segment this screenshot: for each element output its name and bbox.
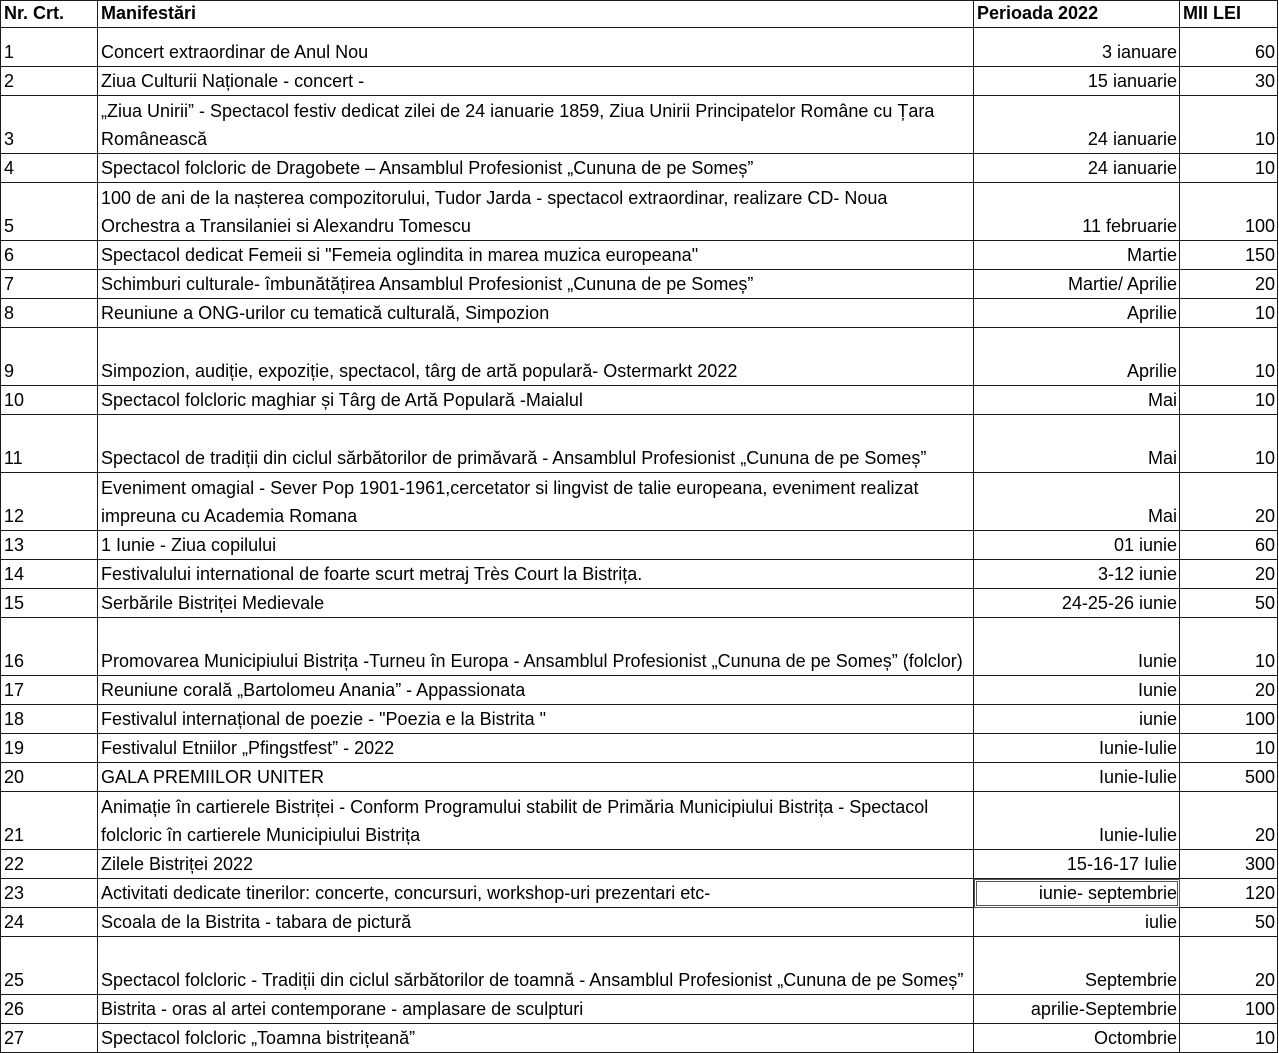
cell-perioada[interactable]: 15-16-17 Iulie [974, 850, 1180, 879]
cell-valoare[interactable]: 50 [1180, 908, 1278, 937]
cell-perioada[interactable]: 11 februarie [974, 183, 1180, 241]
cell-valoare[interactable]: 10 [1180, 1024, 1278, 1053]
table-row [1, 560, 1278, 589]
cell-nr[interactable]: 23 [1, 879, 98, 908]
cell-manifestare[interactable]: Zilele Bistriței 2022 [98, 850, 974, 879]
table-row [1, 28, 1278, 67]
cell-perioada[interactable]: Iunie-Iulie [974, 792, 1180, 850]
cell-nr[interactable]: 8 [1, 299, 98, 328]
cell-perioada[interactable]: 24-25-26 iunie [974, 589, 1180, 618]
cell-manifestare[interactable]: Concert extraordinar de Anul Nou [98, 28, 974, 67]
cell-manifestare[interactable]: Promovarea Municipiului Bistrița -Turneu în Europa - Ansamblul Profesionist „Cununa de pe Someș” (folclor) [98, 618, 974, 676]
cell-perioada[interactable]: Septembrie [974, 937, 1180, 995]
table-row [1, 67, 1278, 96]
cell-nr[interactable]: 25 [1, 937, 98, 995]
cell-manifestare[interactable]: Bistrita - oras al artei contemporane - amplasare de sculpturi [98, 995, 974, 1024]
cell-perioada[interactable]: Iunie [974, 618, 1180, 676]
table-row [1, 1024, 1278, 1053]
cell-manifestare[interactable]: 1 Iunie - Ziua copilului [98, 531, 974, 560]
cell-valoare[interactable]: 20 [1180, 270, 1278, 299]
table-row [1, 676, 1278, 705]
cell-valoare[interactable]: 20 [1180, 560, 1278, 589]
header-perioada[interactable]: Perioada 2022 [974, 1, 1180, 28]
cell-valoare[interactable]: 10 [1180, 154, 1278, 183]
cell-perioada[interactable]: Aprilie [974, 299, 1180, 328]
cell-manifestare[interactable]: Activitati dedicate tinerilor: concerte, concursuri, workshop-uri prezentari etc- [98, 879, 974, 908]
cell-perioada[interactable]: iunie- septembrie [974, 879, 1180, 908]
cell-perioada[interactable]: Mai [974, 473, 1180, 531]
cell-valoare[interactable]: 50 [1180, 589, 1278, 618]
cell-valoare[interactable]: 10 [1180, 386, 1278, 415]
cell-manifestare[interactable]: Reuniune a ONG-urilor cu tematică culturală, Simpozion [98, 299, 974, 328]
cell-nr[interactable]: 18 [1, 705, 98, 734]
cell-valoare[interactable]: 10 [1180, 415, 1278, 473]
cell-manifestare[interactable]: Spectacol folcloric - Tradiții din ciclul sărbătorilor de toamnă - Ansamblul Profesionist „Cununa de pe Someș” [98, 937, 974, 995]
cell-perioada[interactable]: 3 ianuare [974, 28, 1180, 67]
cell-manifestare[interactable]: Spectacol de tradiții din ciclul sărbătorilor de primăvară - Ansamblul Profesionist „Cununa de pe Someș” [98, 415, 974, 473]
cell-nr[interactable]: 12 [1, 473, 98, 531]
cell-valoare[interactable]: 150 [1180, 241, 1278, 270]
cell-nr[interactable]: 21 [1, 792, 98, 850]
cell-valoare[interactable]: 30 [1180, 67, 1278, 96]
cell-nr[interactable]: 13 [1, 531, 98, 560]
cell-nr[interactable]: 6 [1, 241, 98, 270]
cell-nr[interactable]: 11 [1, 415, 98, 473]
cell-valoare[interactable]: 10 [1180, 734, 1278, 763]
table-row [1, 96, 1278, 154]
cell-valoare[interactable]: 20 [1180, 792, 1278, 850]
table-row [1, 995, 1278, 1024]
cell-nr[interactable]: 5 [1, 183, 98, 241]
cell-perioada[interactable]: Mai [974, 386, 1180, 415]
cell-valoare[interactable]: 10 [1180, 96, 1278, 154]
cell-manifestare[interactable]: Spectacol folcloric maghiar și Târg de Artă Populară -Maialul [98, 386, 974, 415]
cell-nr[interactable]: 14 [1, 560, 98, 589]
cell-valoare[interactable]: 10 [1180, 299, 1278, 328]
table-row [1, 879, 1278, 908]
cell-perioada[interactable]: Aprilie [974, 328, 1180, 386]
cell-perioada[interactable]: Martie [974, 241, 1180, 270]
table-row [1, 183, 1278, 241]
cell-valoare[interactable]: 10 [1180, 618, 1278, 676]
cell-valoare[interactable]: 10 [1180, 328, 1278, 386]
table-row [1, 763, 1278, 792]
cell-manifestare[interactable]: Festivalul Etniilor „Pfingstfest” - 2022 [98, 734, 974, 763]
header-row [1, 1, 1278, 28]
cell-nr[interactable]: 7 [1, 270, 98, 299]
header-nr-crt[interactable]: Nr. Crt. [1, 1, 98, 28]
cell-perioada[interactable]: Iunie [974, 676, 1180, 705]
cell-manifestare[interactable]: Festivalului international de foarte scurt metraj Très Court la Bistrița. [98, 560, 974, 589]
table-row [1, 415, 1278, 473]
cell-nr[interactable]: 1 [1, 28, 98, 67]
cell-perioada[interactable]: iulie [974, 908, 1180, 937]
header-manifestari[interactable]: Manifestări [98, 1, 974, 28]
cell-nr[interactable]: 24 [1, 908, 98, 937]
cell-perioada[interactable]: aprilie-Septembrie [974, 995, 1180, 1024]
cell-nr[interactable]: 19 [1, 734, 98, 763]
cell-valoare[interactable]: 60 [1180, 28, 1278, 67]
cell-perioada[interactable]: Iunie-Iulie [974, 763, 1180, 792]
cell-perioada[interactable]: 3-12 iunie [974, 560, 1180, 589]
cell-nr[interactable]: 4 [1, 154, 98, 183]
cell-valoare[interactable]: 100 [1180, 183, 1278, 241]
cell-manifestare[interactable]: Serbările Bistriței Medievale [98, 589, 974, 618]
cell-perioada[interactable]: Iunie-Iulie [974, 734, 1180, 763]
table-row [1, 328, 1278, 386]
header-mii-lei[interactable]: MII LEI [1180, 1, 1278, 28]
cell-manifestare[interactable]: „Ziua Unirii” - Spectacol festiv dedicat zilei de 24 ianuarie 1859, Ziua Unirii Principatelor Române cu Țara Românească [98, 96, 974, 154]
table-row [1, 705, 1278, 734]
cell-manifestare[interactable]: GALA PREMIILOR UNITER [98, 763, 974, 792]
cell-nr[interactable]: 17 [1, 676, 98, 705]
cell-valoare[interactable]: 300 [1180, 850, 1278, 879]
table-row [1, 241, 1278, 270]
table-row [1, 589, 1278, 618]
cell-valoare[interactable]: 20 [1180, 473, 1278, 531]
table-row [1, 937, 1278, 995]
cell-nr[interactable]: 20 [1, 763, 98, 792]
cell-manifestare[interactable]: Spectacol folcloric „Toamna bistrițeană” [98, 1024, 974, 1053]
table-row [1, 299, 1278, 328]
cell-manifestare[interactable]: Reuniune corală „Bartolomeu Anania” - Appassionata [98, 676, 974, 705]
cell-manifestare[interactable]: 100 de ani de la nașterea compozitorului, Tudor Jarda - spectacol extraordinar, realizare CD- Noua Orchestra a Transilaniei si Alexandru Tomescu [98, 183, 974, 241]
cell-nr[interactable]: 15 [1, 589, 98, 618]
cell-manifestare[interactable]: Ziua Culturii Naționale - concert - [98, 67, 974, 96]
table-row [1, 850, 1278, 879]
cell-valoare[interactable]: 20 [1180, 676, 1278, 705]
table-row [1, 531, 1278, 560]
cell-perioada[interactable]: 24 ianuarie [974, 96, 1180, 154]
cell-nr[interactable]: 3 [1, 96, 98, 154]
table-row [1, 908, 1278, 937]
cell-manifestare[interactable]: Schimburi culturale- îmbunătățirea Ansamblul Profesionist „Cununa de pe Someș” [98, 270, 974, 299]
table-row [1, 792, 1278, 850]
table-row [1, 734, 1278, 763]
cell-manifestare[interactable]: Simpozion, audiție, expoziție, spectacol, târg de artă populară- Ostermarkt 2022 [98, 328, 974, 386]
cell-valoare[interactable]: 20 [1180, 937, 1278, 995]
cell-manifestare[interactable]: Eveniment omagial - Sever Pop 1901-1961,cercetator si lingvist de talie europeana, eveniment realizat impreuna cu Academia Romana [98, 473, 974, 531]
cell-nr[interactable]: 9 [1, 328, 98, 386]
cell-manifestare[interactable]: Animație în cartierele Bistriței - Conform Programului stabilit de Primăria Municipiului Bistrița - Spectacol folcloric în cartierele Municipiului Bistrița [98, 792, 974, 850]
table-row [1, 270, 1278, 299]
cell-manifestare[interactable]: Festivalul internațional de poezie - "Poezia e la Bistrita " [98, 705, 974, 734]
table-row [1, 618, 1278, 676]
cell-nr[interactable]: 27 [1, 1024, 98, 1053]
table-row [1, 386, 1278, 415]
cell-manifestare[interactable]: Spectacol dedicat Femeii si "Femeia oglindita in marea muzica europeana" [98, 241, 974, 270]
cell-nr[interactable]: 10 [1, 386, 98, 415]
cell-nr[interactable]: 16 [1, 618, 98, 676]
cell-perioada[interactable]: 24 ianuarie [974, 154, 1180, 183]
cell-valoare[interactable]: 100 [1180, 705, 1278, 734]
cell-nr[interactable]: 26 [1, 995, 98, 1024]
table-row [1, 473, 1278, 531]
cell-perioada[interactable]: Octombrie [974, 1024, 1180, 1053]
cell-perioada[interactable]: 15 ianuarie [974, 67, 1180, 96]
cell-perioada[interactable]: iunie [974, 705, 1180, 734]
cell-nr[interactable]: 22 [1, 850, 98, 879]
cell-valoare[interactable]: 120 [1180, 879, 1278, 908]
table-row [1, 154, 1278, 183]
cell-perioada[interactable]: 01 iunie [974, 531, 1180, 560]
cell-manifestare[interactable]: Scoala de la Bistrita - tabara de pictură [98, 908, 974, 937]
cell-perioada[interactable]: Martie/ Aprilie [974, 270, 1180, 299]
cell-nr[interactable]: 2 [1, 67, 98, 96]
cell-valoare[interactable]: 500 [1180, 763, 1278, 792]
cell-valoare[interactable]: 60 [1180, 531, 1278, 560]
cell-valoare[interactable]: 100 [1180, 995, 1278, 1024]
cell-perioada[interactable]: Mai [974, 415, 1180, 473]
cell-manifestare[interactable]: Spectacol folcloric de Dragobete – Ansamblul Profesionist „Cununa de pe Someș” [98, 154, 974, 183]
